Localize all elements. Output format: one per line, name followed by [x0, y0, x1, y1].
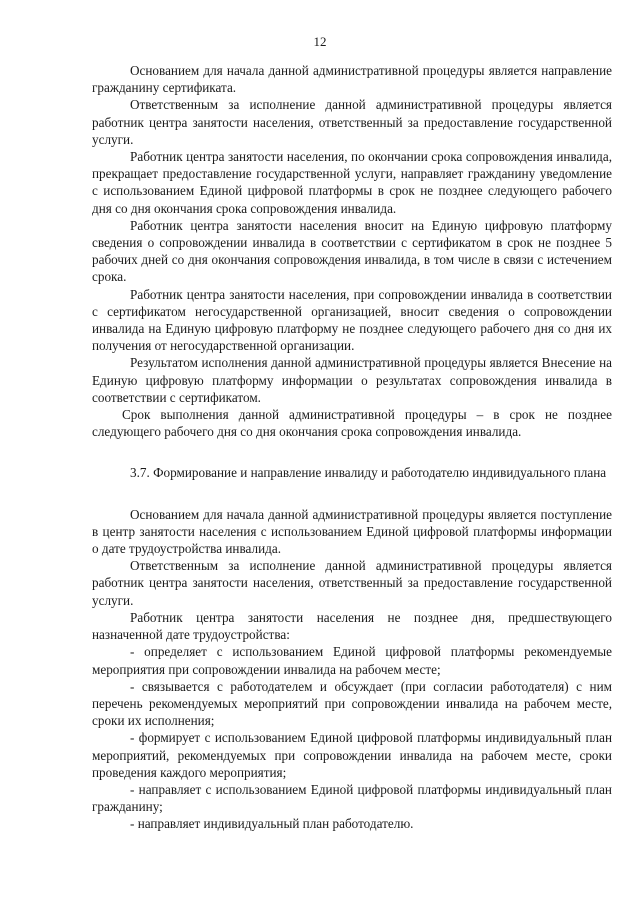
paragraph-before-employment: Работник центра занятости населения не позднее дня, предшествующего назначенной дате трудоустройства: [92, 609, 612, 643]
section-heading: 3.7. Формирование и направление инвалиду и работодателю индивидуального плана [130, 465, 607, 481]
list-item: - определяет с использованием Единой цифровой платформы рекомендуемые мероприятия при сопровождении инвалида на рабочем месте; [92, 644, 612, 677]
list-item: - связывается с работодателем и обсуждает (при согласии работодателя) с ним перечень рекомендуемых мероприятий при сопровождении инвалида на рабочем месте, сроки их исполнения; [92, 678, 612, 729]
list-item: - формирует с использованием Единой цифровой платформы индивидуальный план мероприятий, рекомендуемых при сопровождении инвалида на рабочем месте, сроки проведения каждого мероприятия; [92, 730, 612, 780]
paragraph-termination: Работник центра занятости населения, по окончании срока сопровождения инвалида, прекращает предоставление государственной услуги, направляет гражданину уведомление с использованием Единой цифровой платформы в срок не позднее следующего рабочего дня со дня окончания срока сопровождения инвалида. [92, 149, 612, 216]
paragraph-deadline: Срок выполнения данной административной процедуры – в срок не позднее следующего рабочего дня со дня окончания срока сопровождения инвалида. [92, 407, 612, 440]
paragraph-nongov-org: Работник центра занятости населения, при сопровождении инвалида в соответствии с сертификатом негосударственной организацией, вносит сведения о сопровождении инвалида на Единую цифровую платформу не позднее следующего рабочего дня со дня их получения от негосударственной организации. [92, 286, 612, 354]
paragraph-responsible-1: Ответственным за исполнение данной административной процедуры является работник центра занятости населения, ответственный за предоставление государственной услуги. [92, 97, 612, 147]
paragraph-basis-2: Основанием для начала данной административной процедуры является поступление в центр занятости населения с использованием Единой цифровой платформы информации о дате трудоустройства инвалида. [92, 506, 612, 557]
paragraph-basis-1: Основанием для начала данной административной процедуры является направление гражданину сертификата. [92, 63, 612, 96]
document-body [92, 62, 612, 833]
list-item: - направляет с использованием Единой цифровой платформы индивидуальный план гражданину; [92, 781, 612, 815]
list-item: - направляет индивидуальный план работодателю. [130, 816, 414, 832]
page-number: 12 [313, 34, 327, 49]
paragraph-responsible-2: Ответственным за исполнение данной административной процедуры является работник центра занятости населения, ответственный за предоставление государственной услуги. [92, 558, 612, 608]
paragraph-platform-entry: Работник центра занятости населения вносит на Единую цифровую платформу сведения о сопровождении инвалида в соответствии с сертификатом в срок не позднее 5 рабочих дней со дня окончания сопровождения инвалида, в том числе в связи с истечением срока. [92, 217, 612, 285]
paragraph-result: Результатом исполнения данной административной процедуры является Внесение на Единую цифровую платформу информации о результатах сопровождения инвалида в соответствии с сертификатом. [92, 355, 612, 405]
